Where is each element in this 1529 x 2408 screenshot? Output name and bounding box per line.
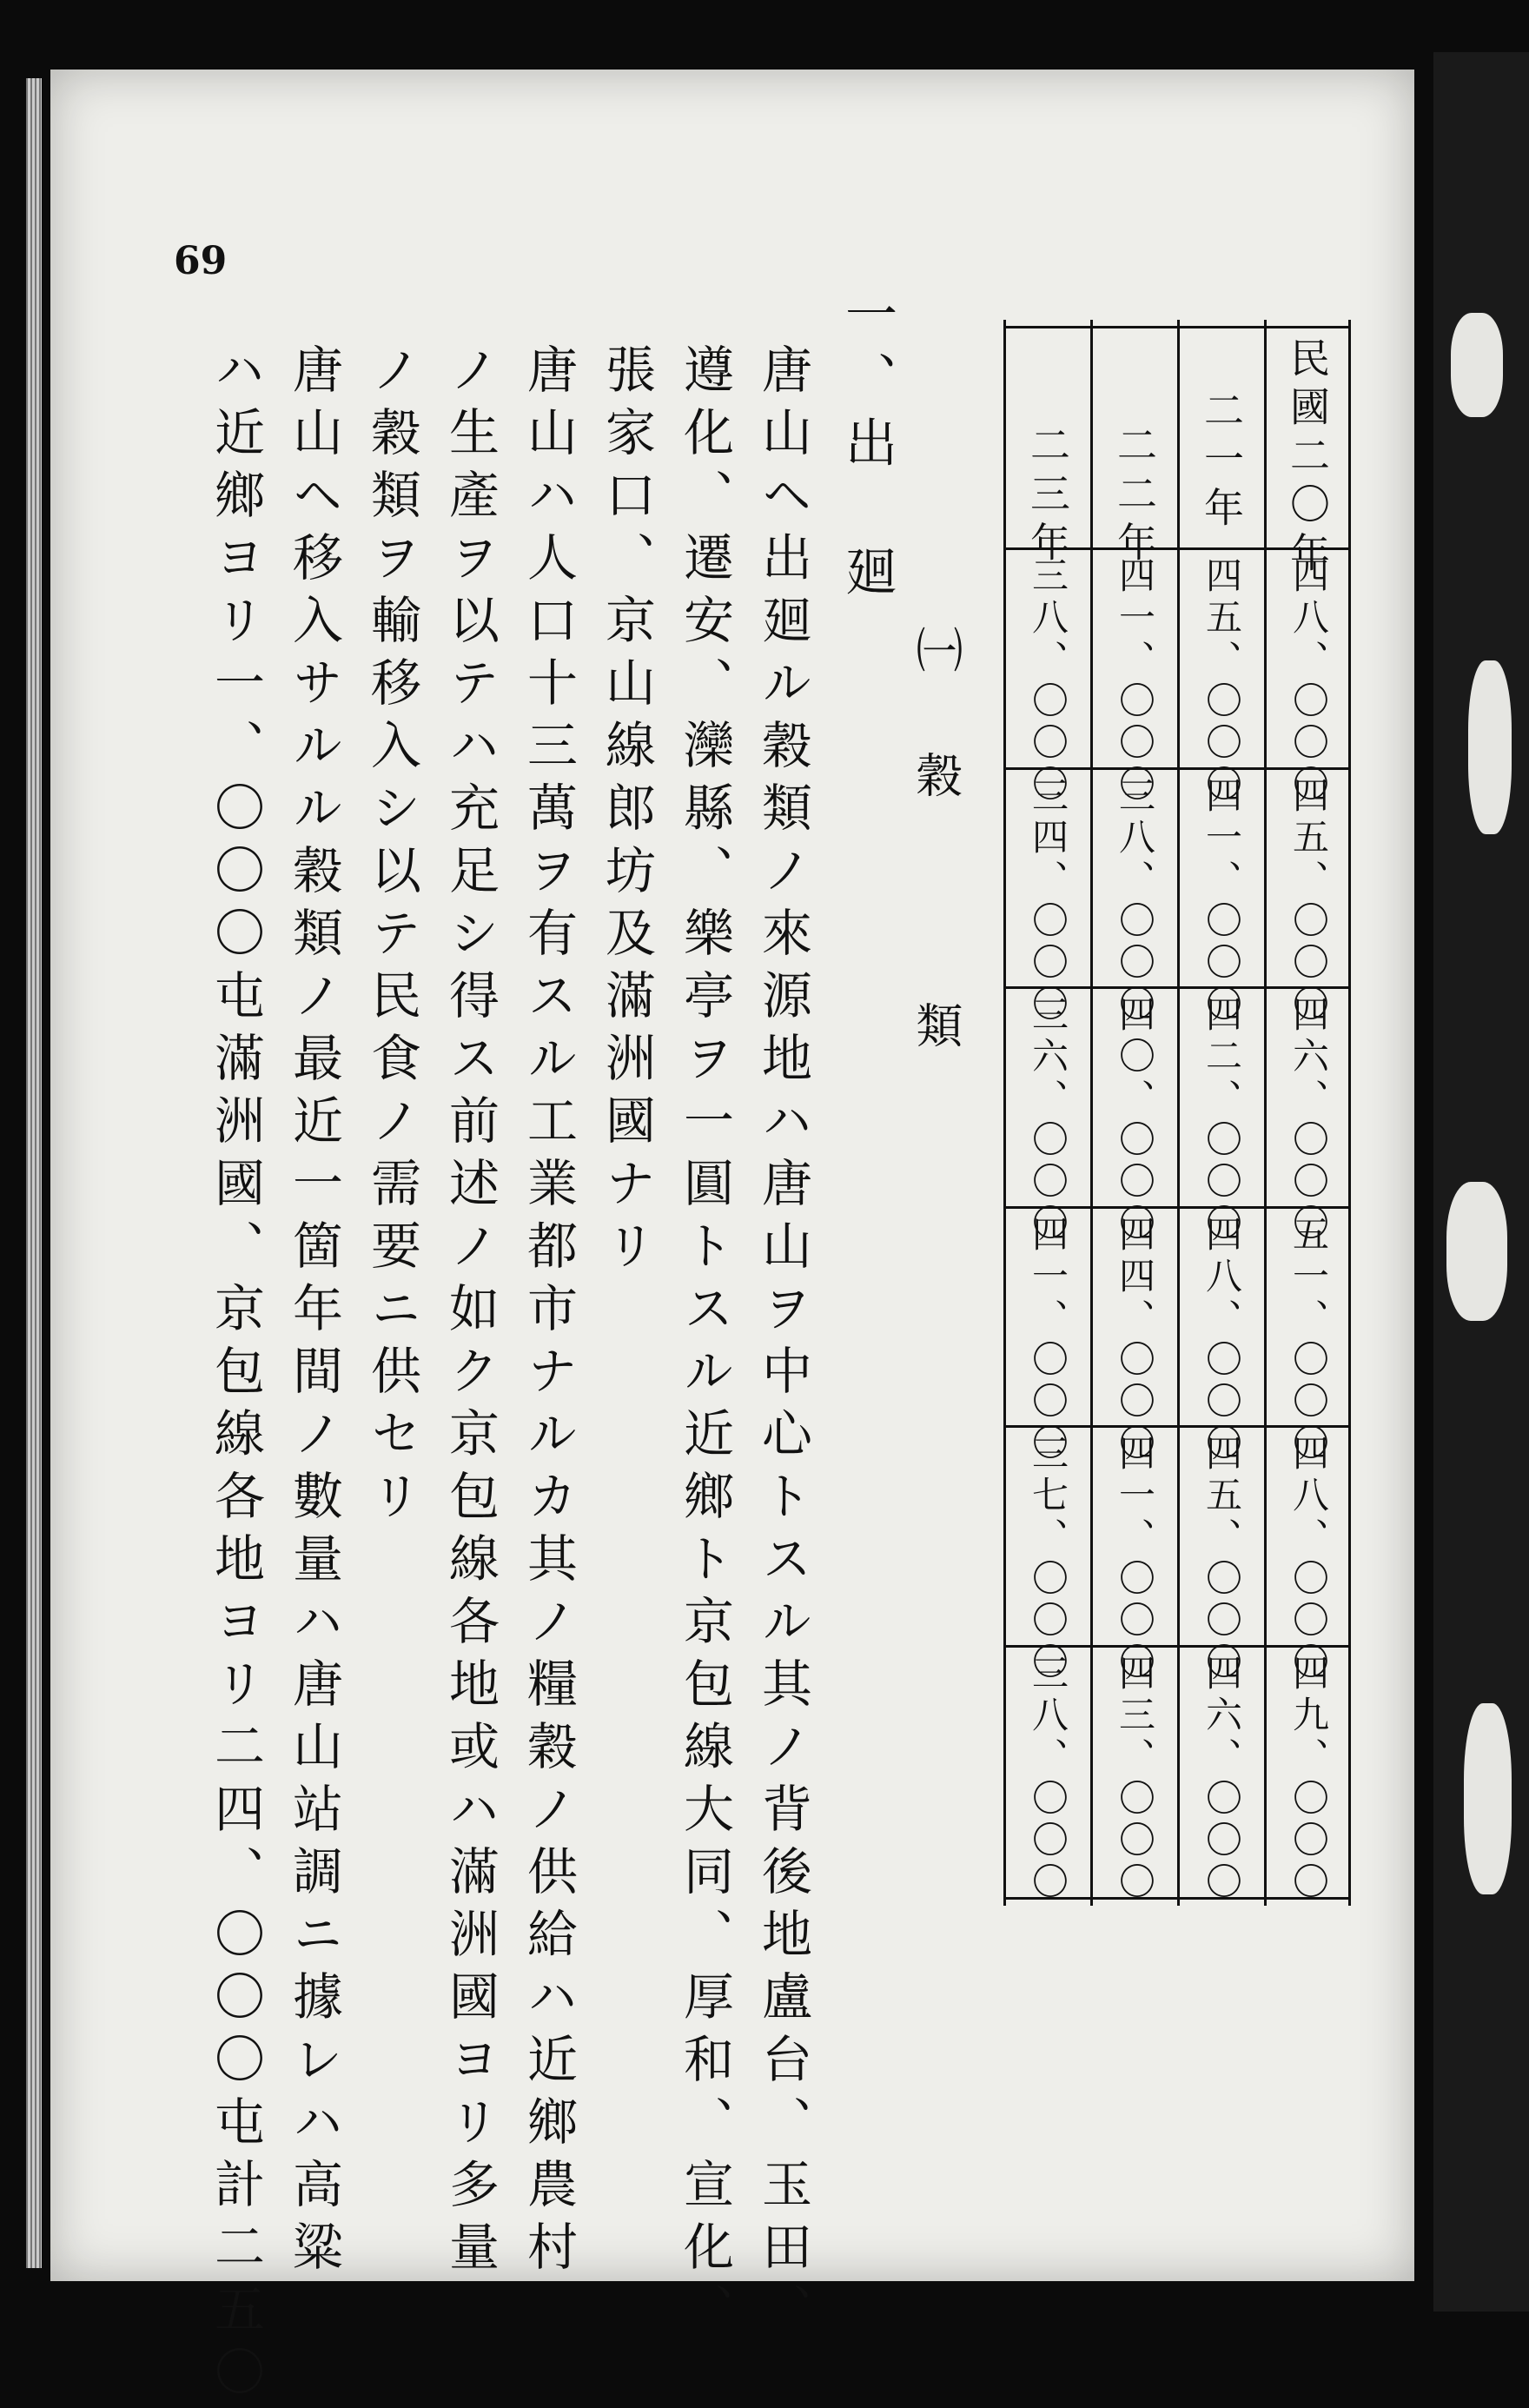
table-cell: 四九、〇〇〇 — [1287, 1654, 1330, 1904]
table-cell: 四五、〇〇〇 — [1201, 1434, 1243, 1684]
table-cell: 四八、〇〇〇 — [1201, 1215, 1243, 1465]
grain-table — [1003, 326, 1351, 1904]
body-column-8: ハ近鄉ヨリ一、〇〇〇屯滿洲國、京包線各地ヨリ二四、〇〇〇屯計二五〇 — [206, 343, 265, 2408]
table-cell: 四一、〇〇〇 — [1201, 776, 1243, 1026]
body-column-2: 遵化、遷安、灤縣、樂亭ヲ一圓トスル近鄉ト京包線大同、厚和、宣化、 — [675, 343, 734, 2345]
table-cell: 四五、〇〇〇 — [1201, 556, 1243, 806]
table-cell: 四〇、〇〇〇 — [1114, 995, 1156, 1245]
table-year: 二一年 — [1198, 389, 1245, 535]
table-cell: 四二、〇〇〇 — [1201, 995, 1243, 1245]
body-column-7: 唐山ヘ移入サルル穀類ノ最近一箇年間ノ數量ハ唐山站調ニ據レハ高粱 — [284, 343, 343, 2283]
table-cell: 三七、〇〇〇 — [1027, 1434, 1069, 1684]
body-column-5: ノ生產ヲ以テハ充足シ得ス前述ノ如ク京包線各地或ハ滿洲國ヨリ多量 — [440, 343, 500, 2283]
table-cell: 三八、〇〇〇 — [1027, 556, 1069, 806]
subsection-title: ㈠穀 類 — [909, 626, 963, 1126]
body-column-3: 張家口、京山線郎坊及滿洲國ナリ — [597, 343, 656, 1282]
page-edge — [26, 78, 42, 2268]
table-year: 民國二〇年 — [1284, 337, 1331, 580]
table-cell: 五一、〇〇〇 — [1287, 1215, 1330, 1465]
table-cell: 三八、〇〇〇 — [1027, 1654, 1069, 1904]
table-cell: 三八、〇〇〇 — [1114, 776, 1156, 1026]
table-cell: 四六、〇〇〇 — [1201, 1654, 1243, 1904]
page-number: 69 — [174, 239, 228, 283]
table-cell: 四五、〇〇〇 — [1287, 776, 1330, 1026]
table-cell: 四八、〇〇〇 — [1287, 556, 1330, 806]
table-year: 二二年 — [1111, 424, 1158, 570]
table-year: 二三年 — [1024, 424, 1071, 570]
section-heading: 一、出 廻 — [837, 287, 897, 608]
table-cell: 三四、〇〇〇 — [1027, 776, 1069, 1026]
body-column-4: 唐山ハ人口十三萬ヲ有スル工業都市ナルカ其ノ糧穀ノ供給ハ近鄉農村 — [519, 343, 578, 2283]
table-cell: 四六、〇〇〇 — [1287, 995, 1330, 1245]
table-cell: 四一、〇〇〇 — [1114, 1434, 1156, 1684]
table-cell: 四四、〇〇〇 — [1114, 1215, 1156, 1465]
table-cell: 三六、〇〇〇 — [1027, 995, 1069, 1245]
table-cell: 四一、〇〇〇 — [1027, 1215, 1069, 1465]
table-cell: 四三、〇〇〇 — [1114, 1654, 1156, 1904]
table-cell: 四一、〇〇〇 — [1114, 556, 1156, 806]
facing-page-edge — [1433, 52, 1529, 2312]
body-column-6: ノ穀類ヲ輸移入シ以テ民食ノ需要ニ供セリ — [362, 343, 421, 1532]
table-cell: 四八、〇〇〇 — [1287, 1434, 1330, 1684]
body-column-1: 唐山ヘ出廻ル穀類ノ來源地ハ唐山ヲ中心トスル其ノ背後地盧台、玉田、 — [753, 343, 812, 2345]
